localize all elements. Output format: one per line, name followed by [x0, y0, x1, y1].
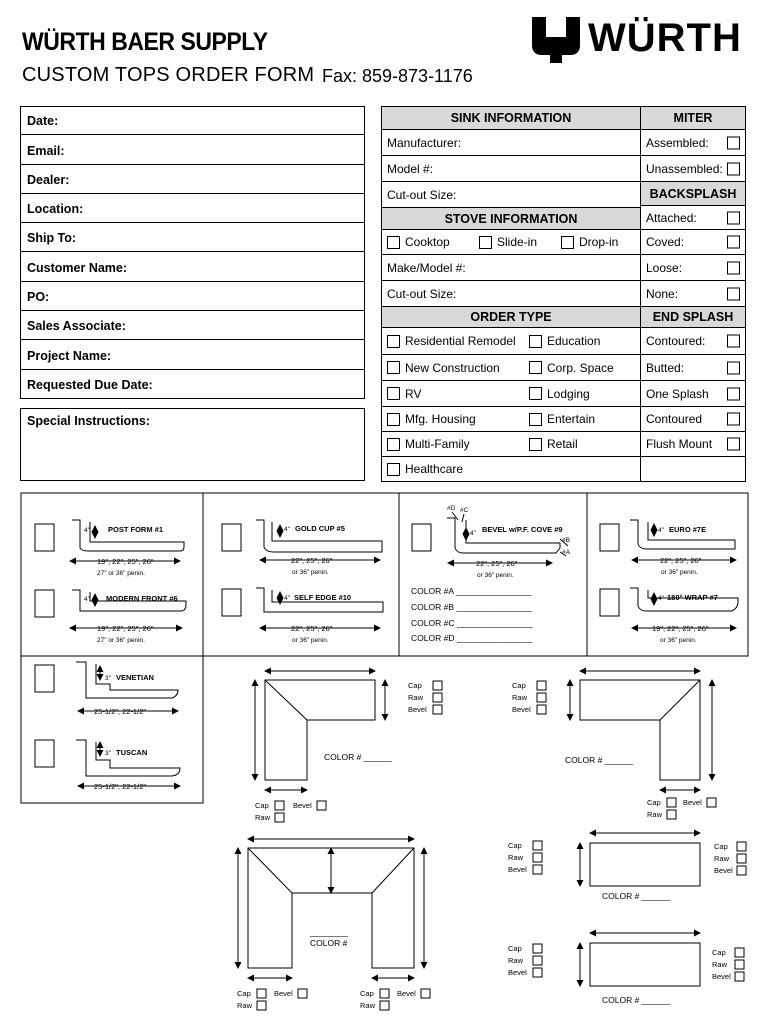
end-flush-mount-option[interactable]: Flush Mount	[641, 432, 745, 457]
bevel-penin: or 36" penin.	[477, 572, 514, 579]
post-form-dims: 19", 22", 25", 26"	[97, 557, 154, 566]
lodging-option[interactable]: Lodging	[529, 387, 590, 401]
s2r-bevel-checkbox[interactable]	[735, 972, 744, 981]
self-edge-label: SELF EDGE #10	[294, 593, 352, 602]
stove-info-header: STOVE INFORMATION	[382, 208, 640, 230]
s2-color-field[interactable]: COLOR # ______	[602, 995, 671, 1005]
u-color-line: ________	[310, 927, 348, 937]
bevel-label: BEVEL w/P.F. COVE #9	[482, 525, 563, 534]
sink-info-header: SINK INFORMATION	[382, 107, 640, 130]
l2b-cap-label: Cap	[647, 798, 661, 807]
l2-raw-label: Raw	[512, 693, 528, 702]
retail-option[interactable]: Retail	[529, 437, 578, 451]
s1r-bevel-checkbox[interactable]	[737, 866, 746, 875]
wrap-dims: 19", 22", 25", 26"	[652, 624, 709, 633]
miter-header: MITER	[641, 107, 745, 130]
s2r-raw-checkbox[interactable]	[735, 960, 744, 969]
s1l-bevel-label: Bevel	[508, 865, 527, 874]
corp-space-option[interactable]: Corp. Space	[529, 361, 614, 375]
l2b-bevel-checkbox[interactable]	[707, 798, 716, 807]
sink-manufacturer-field[interactable]: Manufacturer:	[382, 130, 640, 156]
l1-bevel-checkbox[interactable]	[433, 705, 442, 714]
new-construction-option[interactable]: New Construction	[387, 361, 500, 375]
u2-raw-label: Raw	[360, 1001, 376, 1010]
l1-raw-checkbox[interactable]	[433, 693, 442, 702]
multi-family-option[interactable]: Multi-Family	[387, 437, 470, 451]
u2-bevel-checkbox[interactable]	[421, 989, 430, 998]
u-color-field[interactable]: COLOR #	[310, 938, 348, 948]
gold-cup-checkbox[interactable]	[222, 524, 241, 551]
logo-text: WÜRTH	[588, 16, 742, 60]
stove-makemodel-field[interactable]: Make/Model #:	[382, 255, 640, 281]
u1-cap-label: Cap	[237, 989, 251, 998]
s1r-raw-checkbox[interactable]	[737, 854, 746, 863]
s1r-raw-label: Raw	[714, 854, 730, 863]
tuscan-checkbox[interactable]	[35, 740, 54, 767]
post-form-height: 4"	[84, 527, 90, 534]
fax-number: Fax: 859-873-1176	[322, 66, 473, 86]
gold-cup-height: 4"	[284, 526, 290, 533]
l2b-raw-checkbox[interactable]	[667, 810, 676, 819]
bevel-b-label: #B	[562, 537, 570, 544]
l2b-cap-checkbox[interactable]	[667, 798, 676, 807]
u2-bevel-label: Bevel	[397, 989, 416, 998]
l1-cap-checkbox[interactable]	[433, 681, 442, 690]
s1-color-field[interactable]: COLOR # ______	[602, 891, 671, 901]
s2r-bevel-label: Bevel	[712, 972, 731, 981]
s1r-cap-checkbox[interactable]	[737, 842, 746, 851]
u2-cap-label: Cap	[360, 989, 374, 998]
self-edge-height: 4"	[284, 595, 290, 602]
l1b-cap-checkbox[interactable]	[275, 801, 284, 810]
l1b-bevel-label: Bevel	[293, 801, 312, 810]
backsplash-header: BACKSPLASH	[641, 182, 745, 206]
field-dealer[interactable]: Dealer:	[20, 165, 365, 194]
post-form-label: POST FORM #1	[108, 525, 164, 534]
s2l-bevel-label: Bevel	[508, 968, 527, 977]
wrap-penin: or 36" penin.	[660, 637, 697, 644]
field-po[interactable]: PO:	[20, 282, 365, 311]
backsplash-loose-option[interactable]: Loose:	[641, 255, 745, 281]
euro-height: 4"	[658, 527, 664, 534]
euro-dims: 22", 25", 26"	[660, 556, 702, 565]
u1-bevel-label: Bevel	[274, 989, 293, 998]
s1l-raw-label: Raw	[508, 853, 524, 862]
education-option[interactable]: Education	[529, 334, 600, 348]
healthcare-option[interactable]: Healthcare	[387, 462, 463, 476]
field-requested-due-date[interactable]: Requested Due Date:	[20, 370, 365, 399]
field-date[interactable]: Date:	[20, 106, 365, 135]
l2-bevel-label: Bevel	[512, 705, 531, 714]
end-contoured-option[interactable]: Contoured:	[641, 328, 745, 355]
venetian-checkbox[interactable]	[35, 665, 54, 692]
miter-assembled-option[interactable]: Assembled:	[641, 130, 745, 156]
field-project-name[interactable]: Project Name:	[20, 340, 365, 369]
s2r-raw-label: Raw	[712, 960, 728, 969]
backsplash-none-option[interactable]: None:	[641, 281, 745, 307]
order-type-header: ORDER TYPE	[382, 307, 640, 328]
company-name: WÜRTH BAER SUPPLY	[22, 28, 268, 56]
euro-checkbox[interactable]	[600, 524, 619, 551]
s2r-cap-checkbox[interactable]	[735, 948, 744, 957]
s2l-cap-label: Cap	[508, 944, 522, 953]
sink-cutout-field[interactable]: Cut-out Size:	[382, 182, 640, 208]
end-one-splash-option[interactable]: One Splash	[641, 381, 745, 407]
u2-raw-checkbox[interactable]	[380, 1001, 389, 1010]
dropin-option[interactable]: Drop-in	[561, 235, 618, 249]
gold-cup-label: GOLD CUP #5	[295, 524, 345, 533]
u1-bevel-checkbox[interactable]	[298, 989, 307, 998]
field-email[interactable]: Email:	[20, 135, 365, 164]
euro-label: EURO #7E	[669, 525, 707, 534]
bevel-c-label: #C	[460, 507, 469, 514]
u1-raw-checkbox[interactable]	[257, 1001, 266, 1010]
l2-bevel-checkbox[interactable]	[537, 705, 546, 714]
slidein-option[interactable]: Slide-in	[479, 235, 537, 249]
s2l-bevel-checkbox[interactable]	[533, 968, 542, 977]
wrap-height: 4"	[658, 595, 664, 602]
bevel-checkbox[interactable]	[412, 524, 431, 551]
s1r-bevel-label: Bevel	[714, 866, 733, 875]
l1b-raw-checkbox[interactable]	[275, 813, 284, 822]
euro-penin: or 36" penin.	[661, 569, 698, 576]
field-sales-associate[interactable]: Sales Associate:	[20, 311, 365, 340]
l1-raw-label: Raw	[408, 693, 424, 702]
sink-model-field[interactable]: Model #:	[382, 156, 640, 182]
bevel-dims: 22", 25", 26"	[476, 559, 518, 568]
venetian-label: VENETIAN	[116, 673, 154, 682]
l2-color-field[interactable]: COLOR # ______	[565, 755, 634, 765]
l1b-bevel-checkbox[interactable]	[317, 801, 326, 810]
l1-cap-label: Cap	[408, 681, 422, 690]
gold-cup-penin: or 36" penin.	[292, 569, 329, 576]
miter-unassembled-option[interactable]: Unassembled:	[641, 156, 745, 182]
cooktop-option[interactable]: Cooktop	[387, 235, 450, 249]
field-customer-name[interactable]: Customer Name:	[20, 252, 365, 281]
l1-bevel-label: Bevel	[408, 705, 427, 714]
gold-cup-dims: 22", 25", 26"	[291, 556, 333, 565]
wrap-checkbox[interactable]	[600, 589, 619, 616]
field-location[interactable]: Location:	[20, 194, 365, 223]
tuscan-label: TUSCAN	[116, 748, 148, 757]
tuscan-dims: 25-1/2", 22-1/2"	[94, 782, 147, 791]
color-a-field[interactable]: COLOR #A ________________	[411, 586, 532, 596]
bevel-height: 4"	[470, 530, 476, 537]
venetian-height: 3"	[105, 675, 111, 682]
self-edge-checkbox[interactable]	[222, 589, 241, 616]
l2-cap-checkbox[interactable]	[537, 681, 546, 690]
modern-front-checkbox[interactable]	[35, 590, 54, 617]
field-ship-to[interactable]: Ship To:	[20, 223, 365, 252]
modern-front-label: MODERN FRONT #6	[106, 594, 178, 603]
l2-raw-checkbox[interactable]	[537, 693, 546, 702]
color-d-field[interactable]: COLOR #D ________________	[411, 633, 533, 643]
modern-front-penin: 27" or 36" penin.	[97, 637, 145, 644]
self-edge-penin: or 36" penin.	[292, 637, 329, 644]
l2b-raw-label: Raw	[647, 810, 663, 819]
l1-color-field[interactable]: COLOR # ______	[324, 752, 393, 762]
l1b-cap-label: Cap	[255, 801, 269, 810]
s2l-raw-label: Raw	[508, 956, 524, 965]
post-form-checkbox[interactable]	[35, 524, 54, 551]
rv-option[interactable]: RV	[387, 387, 421, 401]
bevel-a-label: #A	[562, 549, 570, 556]
self-edge-dims: 22", 25", 26"	[291, 624, 333, 633]
residential-option[interactable]: Residential Remodel	[387, 334, 516, 348]
wrap-label: 180° WRAP #7	[667, 593, 718, 602]
modern-front-height: 4"	[84, 596, 90, 603]
end-contoured2-option[interactable]: Contoured	[641, 407, 745, 432]
form-title: CUSTOM TOPS ORDER FORM	[22, 64, 315, 86]
modern-front-dims: 19", 22", 25", 26"	[97, 624, 154, 633]
l1b-raw-label: Raw	[255, 813, 271, 822]
backsplash-attached-option[interactable]: Attached:	[641, 206, 745, 230]
s2l-cap-checkbox[interactable]	[533, 944, 542, 953]
end-splash-header: END SPLASH	[641, 307, 745, 328]
bevel-d-label: #D	[447, 505, 456, 512]
tuscan-height: 3"	[105, 750, 111, 757]
s2r-cap-label: Cap	[712, 948, 726, 957]
s1l-raw-checkbox[interactable]	[533, 853, 542, 862]
post-form-penin: 27" or 36" penin.	[97, 570, 145, 577]
u1-raw-label: Raw	[237, 1001, 253, 1010]
end-butted-option[interactable]: Butted:	[641, 355, 745, 381]
entertain-option[interactable]: Entertain	[529, 412, 595, 426]
u2-cap-checkbox[interactable]	[380, 989, 389, 998]
s1l-cap-label: Cap	[508, 841, 522, 850]
l2b-bevel-label: Bevel	[683, 798, 702, 807]
backsplash-coved-option[interactable]: Coved:	[641, 230, 745, 255]
s2l-raw-checkbox[interactable]	[533, 956, 542, 965]
venetian-dims: 25-1/2", 22-1/2"	[94, 707, 147, 716]
color-b-field[interactable]: COLOR #B ________________	[411, 602, 532, 612]
s1r-cap-label: Cap	[714, 842, 728, 851]
s1l-bevel-checkbox[interactable]	[533, 865, 542, 874]
s1l-cap-checkbox[interactable]	[533, 841, 542, 850]
color-c-field[interactable]: COLOR #C ________________	[411, 618, 533, 628]
special-instructions-field[interactable]: Special Instructions:	[20, 408, 365, 481]
u1-cap-checkbox[interactable]	[257, 989, 266, 998]
stove-cutout-field[interactable]: Cut-out Size:	[382, 281, 640, 307]
l2-cap-label: Cap	[512, 681, 526, 690]
mfg-housing-option[interactable]: Mfg. Housing	[387, 412, 476, 426]
